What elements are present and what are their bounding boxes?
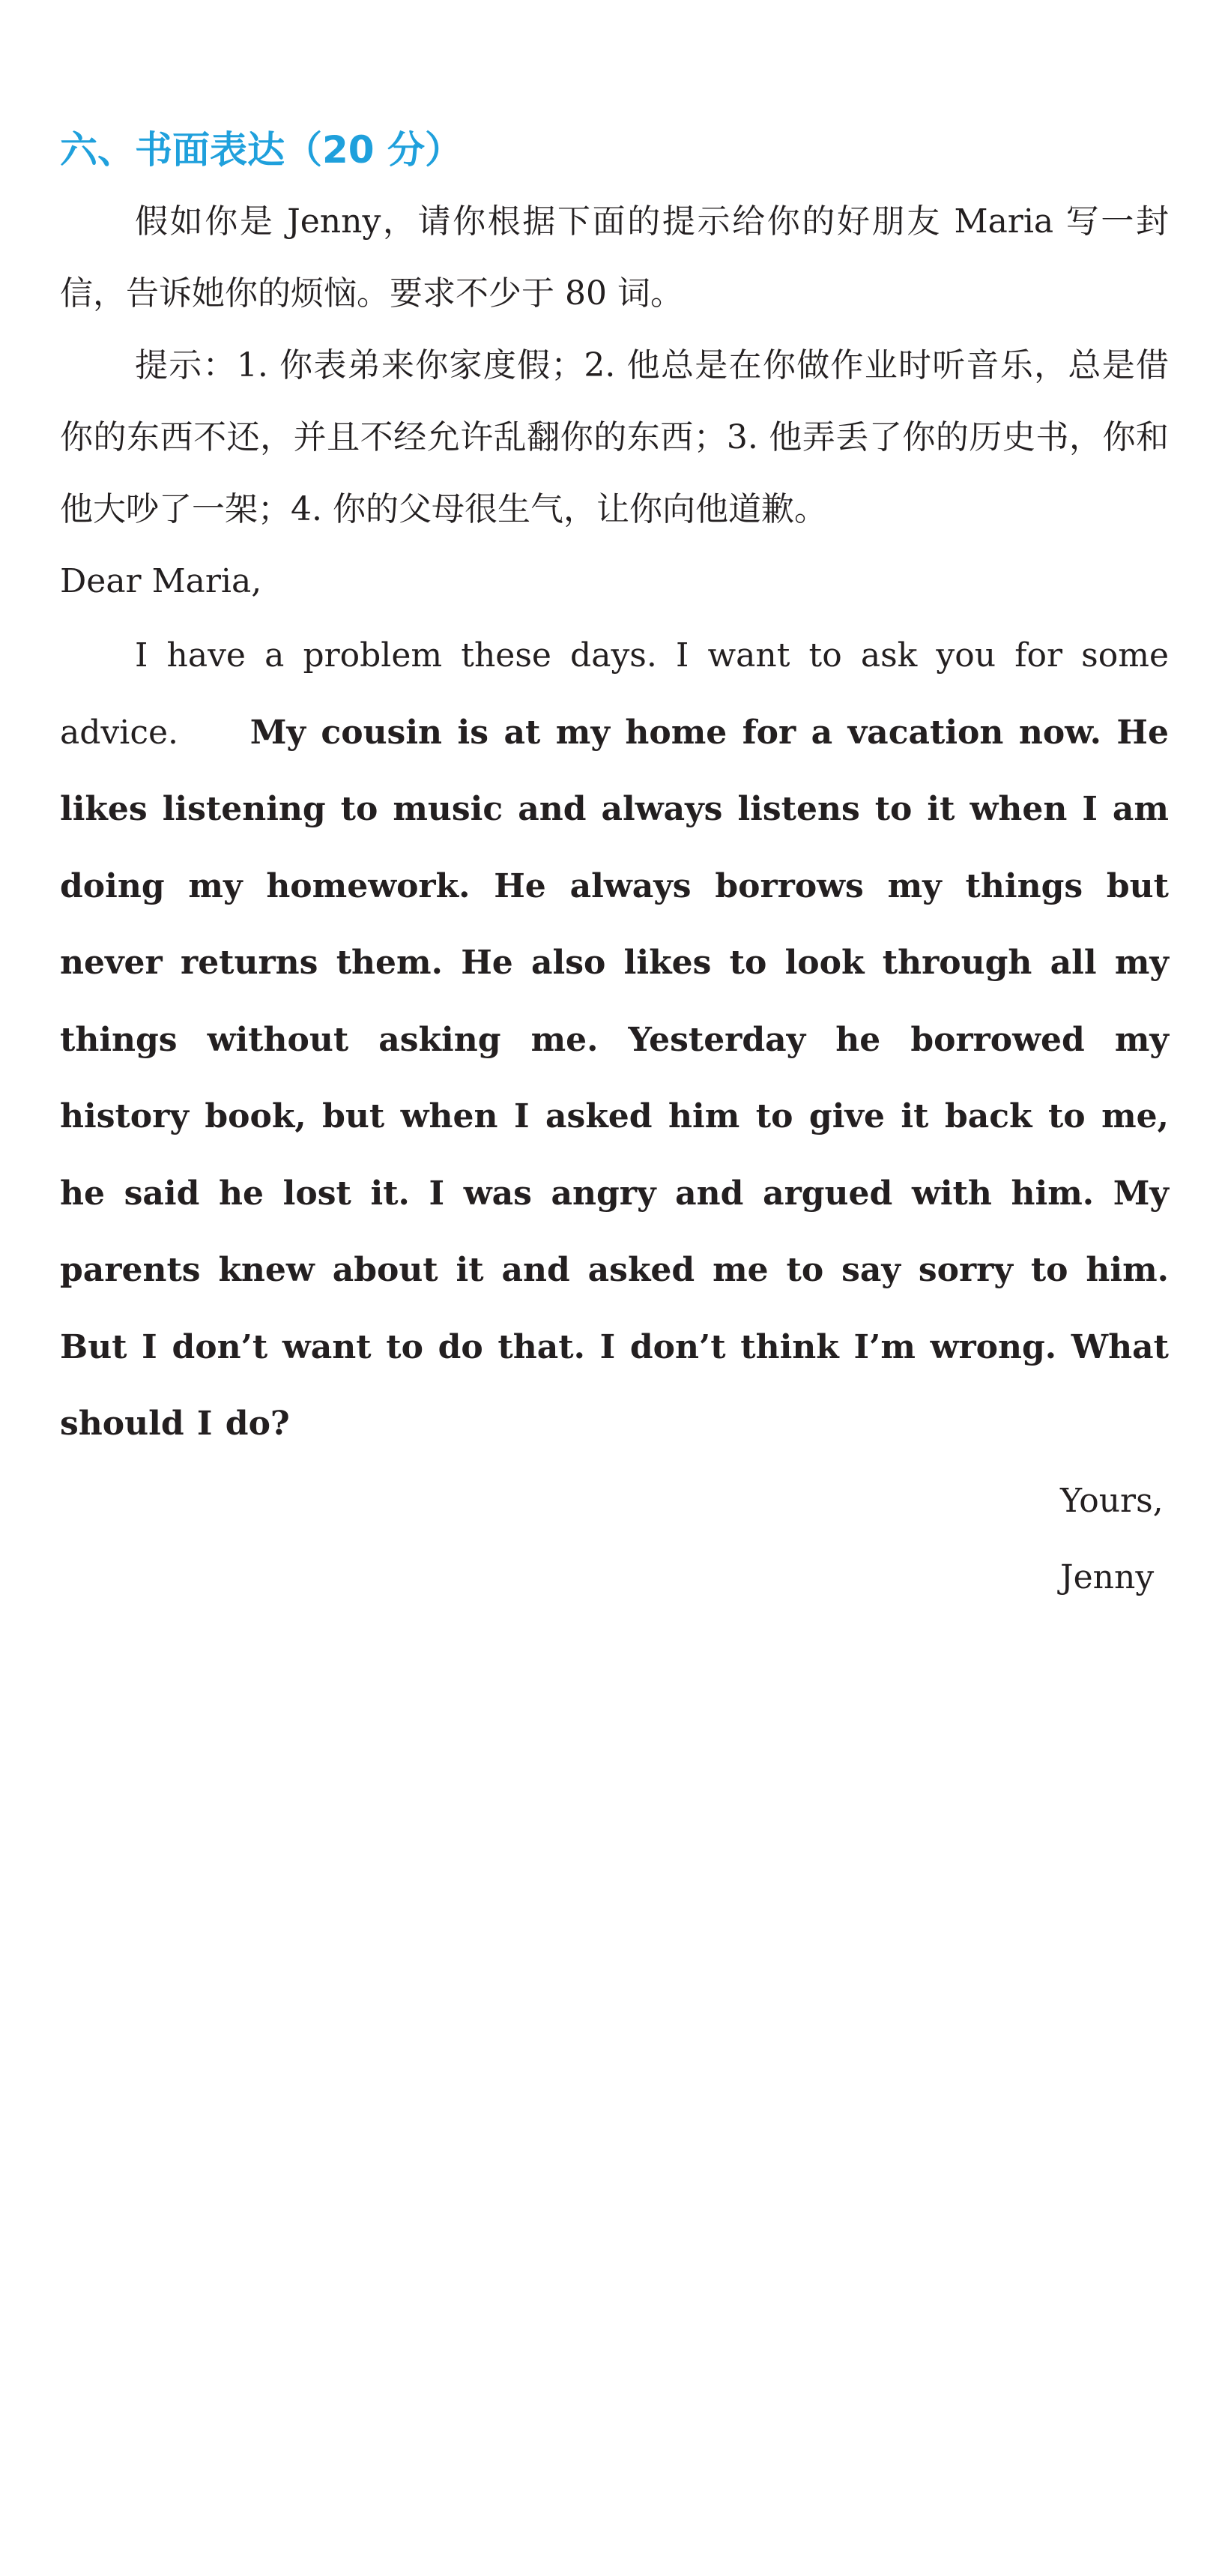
given-opening-sentence: I have a problem these days. I want to ask you for some advice. [60, 636, 1169, 752]
section-title: 六、书面表达（20 分） [60, 128, 462, 172]
answer-text: My cousin is at my home for a vacation now. He likes listening to music and always listens to it when I am doing my homework. He always borrows my things but never returns them. He also likes to look through all my things without asking me. Yesterday he borrowed my history book, but when I asked him to give it back to me, he said he lost it. I was angry and argued with him. My parents knew about it and asked me to say sorry to him. But I don’t want to do that. I don’t think I’m wrong. What should I do? [60, 713, 1169, 1443]
prompt-paragraph-1: 假如你是 Jenny，请你根据下面的提示给你的好朋友 Maria 写一封信，告诉她你的烦恼。要求不少于 80 词。 [60, 202, 1169, 313]
letter-salutation: Dear Maria, [60, 562, 262, 600]
letter-body [60, 618, 1169, 1463]
letter-signature: Jenny [1060, 1557, 1155, 1596]
letter-closing: Yours, [1060, 1481, 1164, 1520]
worksheet-page [60, 120, 1169, 1616]
prompt-paragraph-2: 提示：1. 你表弟来你家度假；2. 他总是在你做作业时听音乐，总是借你的东西不还，并且不经允许乱翻你的东西；3. 他弄丢了你的历史书，你和他大吵了一架；4. 你的父母很生气，让你向他道歉。 [60, 346, 1169, 528]
